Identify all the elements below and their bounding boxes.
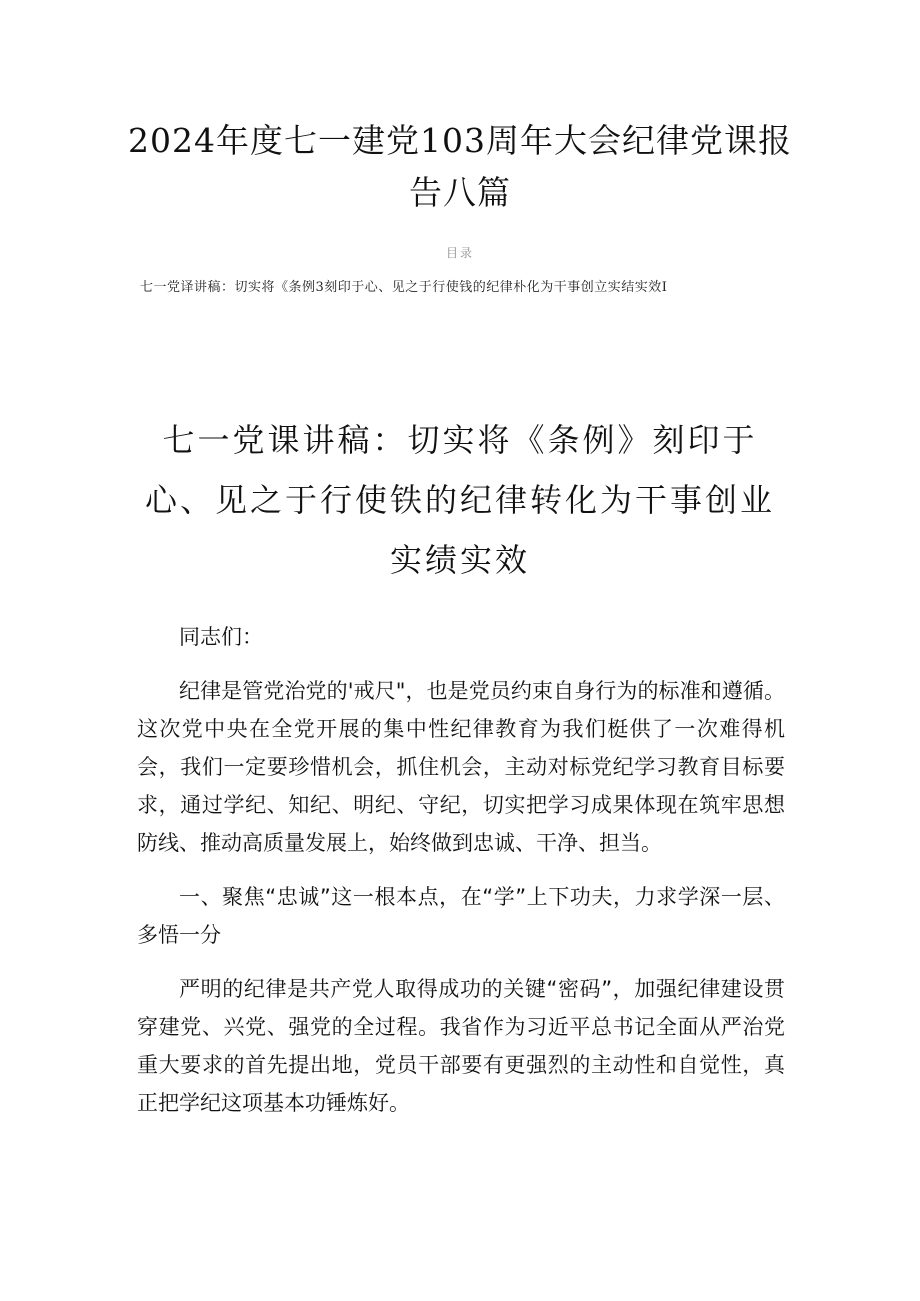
paragraph: 纪律是管党治党的'戒尺"，也是党员约束自身行为的标准和遵循。这次党中央在全党开展的集中性纪律教育为我们梃供了一次难得机会，我们一定要珍惜机会，抓住机会，主动对标党纪学习教育目标要求，通过学纪、知纪、明纪、守纪，切实把学习成果体现在筑牢思想防线、推动高质量发展上，始终做到忠诚、干净、担当。	[137, 679, 785, 855]
article-body	[137, 618, 785, 1138]
document-main-title: 2024年度七一建党103周年大会纪律党课报告八篇	[128, 121, 792, 212]
article-title: 七一党课讲稿：切实将《条例》刻印于心、见之于行使铁的纪律转化为干事创业实绩实效	[144, 421, 775, 579]
section-heading: 一、聚焦“忠诚”这一根本点，在“学”上下功夫，力求学深一层、多悟一分	[137, 885, 785, 947]
toc-heading: 目录	[445, 246, 474, 260]
toc-entry[interactable]: 七一党译讲稿：切实将《条例3刻印于心、见之于行使钱的纪律朴化为干事创立实结实效I	[140, 280, 668, 295]
paragraph: 严明的纪律是共产党人取得成功的关键“密码”，加强纪律建设贯穿建党、兴党、强党的全过程。我省作为习近平总书记全面从严治党重大要求的首先提出地，党员干部要有更强烈的主动性和自觉性，真正把学纪这项基本功锤炼好。	[137, 977, 785, 1115]
salutation: 同志们：	[179, 625, 263, 649]
